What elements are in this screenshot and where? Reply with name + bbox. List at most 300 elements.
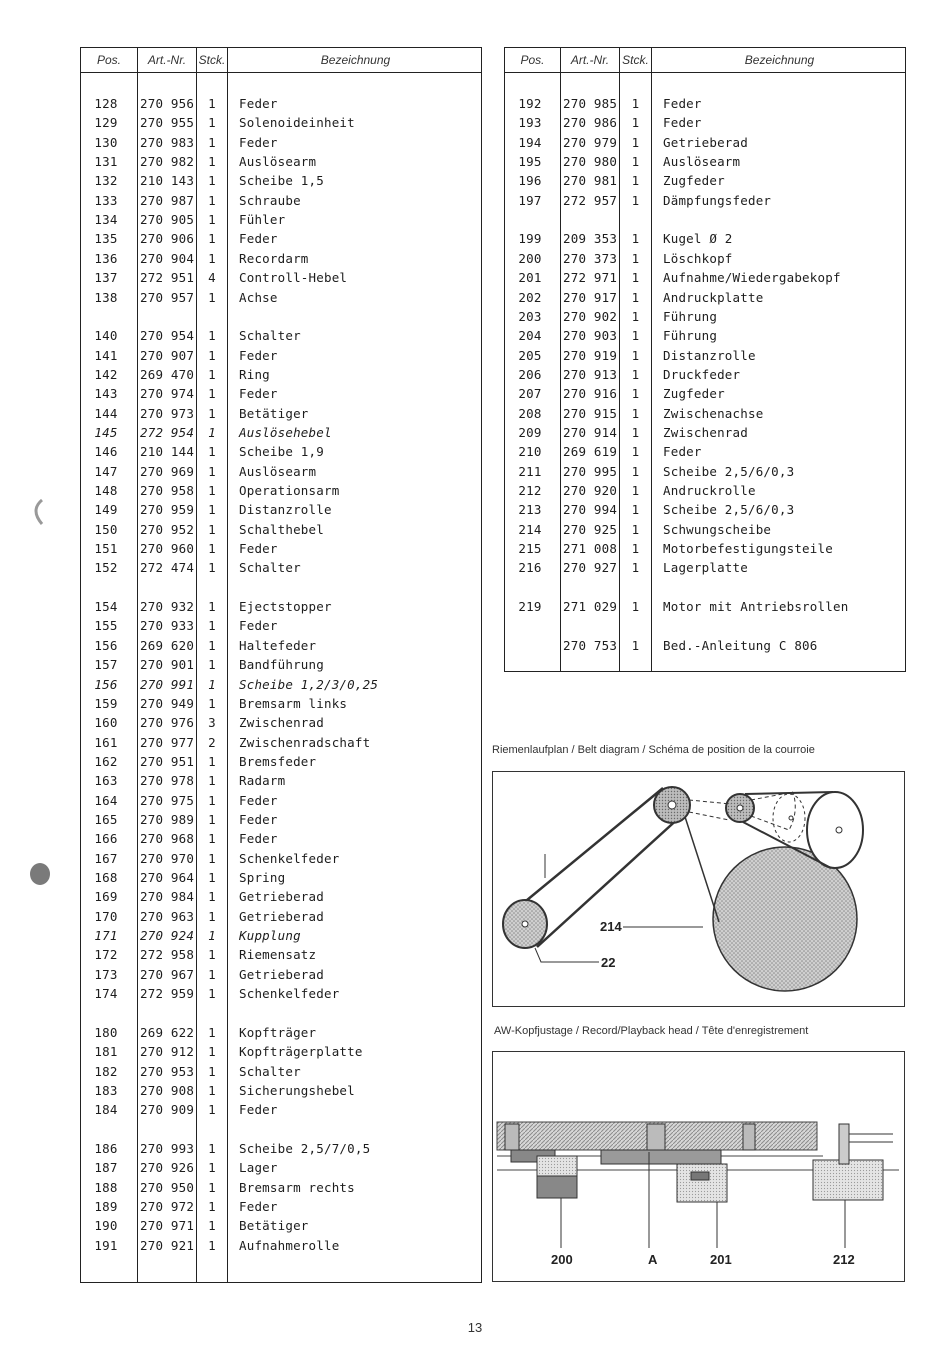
table-row [81,560,481,579]
table-row [81,909,481,928]
row-art-nr: 210 144 [140,444,195,460]
row-stck: 1 [631,270,640,286]
row-bezeichnung: Distanzrolle [239,502,332,518]
row-art-nr: 270 954 [140,328,195,344]
row-pos: 180 [94,1024,118,1040]
row-art-nr: 270 976 [140,715,195,731]
row-bezeichnung: Feder [663,444,702,460]
table-row [81,754,481,773]
row-art-nr: 270 902 [563,308,618,324]
row-bezeichnung: Zugfeder [663,173,725,189]
row-art-nr: 272 958 [140,947,195,963]
row-art-nr: 269 622 [140,1024,195,1040]
row-stck: 1 [631,463,640,479]
row-pos: 140 [94,328,118,344]
parts-table-left [80,47,482,1283]
row-bezeichnung: Zwischenrad [239,715,324,731]
row-art-nr: 270 373 [563,250,618,266]
row-pos: 146 [94,444,118,460]
row-pos: 200 [518,250,542,266]
row-art-nr: 209 353 [563,231,618,247]
label-a: A [648,1252,658,1267]
row-art-nr: 270 925 [563,521,618,537]
row-art-nr: 270 957 [140,289,195,305]
table-row [81,231,481,250]
table-row [505,270,905,289]
row-bezeichnung: Motorbefestigungsteile [663,541,833,557]
row-art-nr: 270 983 [140,134,195,150]
row-pos: 184 [94,1102,118,1118]
row-stck: 1 [208,483,216,498]
table-row [81,1064,481,1083]
row-stck: 1 [631,115,640,131]
row-stck: 1 [208,637,216,653]
table-row [81,715,481,734]
row-bezeichnung: Schalthebel [239,521,324,537]
row-stck: 1 [208,1160,216,1176]
row-bezeichnung: Feder [239,831,278,847]
row-bezeichnung: Führung [663,328,718,344]
row-art-nr: 270 979 [563,134,618,150]
table-row [81,1180,481,1199]
row-bezeichnung: Fühler [239,212,286,228]
row-stck: 1 [208,541,216,557]
row-art-nr: 270 933 [140,618,195,634]
table-row [81,270,481,289]
row-bezeichnung: Schraube [239,192,301,208]
row-pos: 195 [518,154,542,170]
row-stck: 1 [208,811,216,827]
table-row [81,425,481,444]
row-pos: 159 [94,695,118,711]
row-bezeichnung: Kupplung [239,928,301,944]
row-stck: 1 [631,424,640,440]
row-stck: 1 [208,1237,216,1253]
table-row [505,541,905,560]
row-stck: 1 [208,212,216,228]
row-stck: 1 [208,792,216,808]
row-bezeichnung: Getrieberad [239,908,324,924]
row-stck: 1 [208,947,216,963]
label-200: 200 [551,1252,573,1267]
table-row [505,522,905,541]
row-stck: 1 [208,676,216,692]
row-art-nr: 210 143 [140,173,195,189]
row-art-nr: 270 949 [140,695,195,711]
row-stck: 1 [631,250,640,266]
row-art-nr: 270 970 [140,850,195,866]
row-stck: 1 [208,154,216,170]
row-bezeichnung: Radarm [239,773,286,789]
row-pos: 131 [94,154,118,170]
row-stck: 1 [631,521,640,537]
row-stck: 1 [208,463,216,479]
row-stck: 1 [631,405,640,421]
row-bezeichnung: Schalter [239,328,301,344]
row-art-nr: 272 957 [563,192,618,208]
row-stck: 1 [208,1024,216,1040]
row-bezeichnung: Auslösearm [239,154,317,170]
table-row [81,173,481,192]
row-bezeichnung: Feder [239,231,278,247]
row-pos: 181 [94,1044,118,1060]
row-stck: 1 [208,908,216,924]
row-bezeichnung: Bremsarm links [239,695,348,711]
row-bezeichnung: Betätiger [239,405,309,421]
table-row [81,1083,481,1102]
row-pos: 152 [94,560,118,576]
row-bezeichnung: Scheibe 2,5/6/0,3 [663,463,795,479]
row-stck: 1 [631,96,640,111]
table-row [81,851,481,870]
row-stck: 1 [631,366,640,382]
row-pos: 174 [94,986,118,1002]
row-stck: 1 [208,134,216,150]
row-art-nr: 270 919 [563,347,618,363]
table-row [505,251,905,270]
row-pos: 201 [518,270,542,286]
table-row [81,367,481,386]
table-row [81,967,481,986]
row-bezeichnung: Schalter [239,1063,301,1079]
row-bezeichnung: Distanzrolle [663,347,756,363]
table-row [505,115,905,134]
row-art-nr: 270 958 [140,483,195,498]
row-art-nr: 270 924 [140,928,195,944]
row-bezeichnung: Operationsarm [239,483,340,498]
row-stck: 1 [208,173,216,189]
row-stck: 1 [631,483,640,498]
row-pos: 209 [518,424,542,440]
row-art-nr: 270 955 [140,115,195,131]
row-bezeichnung: Achse [239,289,278,305]
table-row [505,193,905,212]
belt-diagram-drawing [493,772,904,1006]
row-stck: 1 [208,1044,216,1060]
row-art-nr: 269 620 [140,637,195,653]
row-pos: 167 [94,850,118,866]
row-pos: 219 [518,599,542,615]
header-stck: Stck. [622,53,649,67]
row-art-nr: 270 991 [140,676,195,692]
row-bezeichnung: Auslösearm [663,154,741,170]
row-stck: 1 [208,1063,216,1079]
table-row [505,599,905,618]
row-bezeichnung: Ejectstopper [239,599,332,615]
row-stck: 1 [208,405,216,421]
row-pos: 151 [94,541,118,557]
table-row [505,483,905,502]
row-art-nr: 270 951 [140,753,195,769]
table-row [505,444,905,463]
row-stck: 1 [631,599,640,615]
row-stck: 4 [208,270,216,286]
row-bezeichnung: Haltefeder [239,637,317,653]
row-stck: 1 [631,541,640,557]
header-art-nr: Art.-Nr. [570,53,610,67]
table-row [505,560,905,579]
table-row [505,290,905,309]
row-pos: 212 [518,483,542,498]
row-bezeichnung: Auslösearm [239,463,317,479]
table-row [81,773,481,792]
header-bezeichnung: Bezeichnung [320,53,391,67]
table-row [505,406,905,425]
row-art-nr: 270 993 [140,1140,195,1156]
row-pos: 183 [94,1082,118,1098]
row-art-nr: 270 959 [140,502,195,518]
head-adjust-drawing [493,1052,904,1281]
row-art-nr: 269 619 [563,444,618,460]
row-stck: 1 [208,560,216,576]
table-row [81,212,481,231]
row-pos: 160 [94,715,118,731]
table-row [81,328,481,347]
row-pos: 145 [94,424,118,440]
table-row [81,541,481,560]
row-art-nr: 270 909 [140,1102,195,1118]
row-pos: 196 [518,173,542,189]
row-art-nr: 270 908 [140,1082,195,1098]
row-stck: 1 [208,289,216,305]
table-row [505,367,905,386]
table-row [81,135,481,154]
row-bezeichnung: Feder [663,115,702,131]
table-row [81,96,481,115]
row-pos: 189 [94,1198,118,1214]
label-201: 201 [710,1252,732,1267]
row-stck: 1 [208,599,216,615]
table-row [505,309,905,328]
row-pos: 199 [518,231,542,247]
table-row [81,696,481,715]
row-art-nr: 270 994 [563,502,618,518]
row-bezeichnung: Ring [239,366,270,382]
row-art-nr: 270 974 [140,386,195,402]
row-bezeichnung: Scheibe 2,5/6/0,3 [663,502,795,518]
row-pos: 130 [94,134,118,150]
row-bezeichnung: Schwungscheibe [663,521,772,537]
row-pos: 156 [94,676,118,692]
row-art-nr: 270 987 [140,192,195,208]
row-bezeichnung: Getrieberad [663,134,748,150]
row-pos: 192 [518,96,542,111]
row-bezeichnung: Getrieberad [239,889,324,905]
row-pos: 210 [518,444,542,460]
row-bezeichnung: Controll-Hebel [239,270,348,286]
row-bezeichnung: Scheibe 2,5/7/0,5 [239,1140,371,1156]
row-art-nr: 270 932 [140,599,195,615]
row-pos: 208 [518,405,542,421]
row-stck: 1 [208,618,216,634]
row-art-nr: 270 968 [140,831,195,847]
row-pos: 168 [94,870,118,885]
row-pos: 142 [94,366,118,382]
row-pos: 214 [518,521,542,537]
header-bezeichnung: Bezeichnung [744,53,815,67]
row-art-nr: 272 474 [140,560,195,576]
row-bezeichnung: Zwischenradschaft [239,734,371,750]
row-stck: 1 [208,831,216,847]
table-row [81,812,481,831]
row-bezeichnung: Feder [239,386,278,402]
row-stck: 1 [208,1082,216,1098]
table-row [505,154,905,173]
row-stck: 1 [631,173,640,189]
table-row [81,522,481,541]
row-stck: 1 [208,773,216,789]
row-pos: 144 [94,405,118,421]
row-art-nr: 270 953 [140,1063,195,1079]
row-bezeichnung: Getrieberad [239,966,324,982]
row-stck: 1 [631,386,640,402]
row-bezeichnung: Kugel Ø 2 [663,231,733,247]
row-art-nr: 270 960 [140,541,195,557]
row-bezeichnung: Schenkelfeder [239,850,340,866]
table-row [81,677,481,696]
row-pos: 134 [94,212,118,228]
row-pos: 215 [518,541,542,557]
row-bezeichnung: Feder [239,811,278,827]
row-pos: 182 [94,1063,118,1079]
row-bezeichnung: Bandführung [239,657,324,673]
row-stck: 1 [208,328,216,344]
row-stck: 1 [208,192,216,208]
table-row [505,464,905,483]
row-stck: 1 [208,870,216,885]
row-pos: 136 [94,250,118,266]
row-pos: 165 [94,811,118,827]
table-row [81,831,481,850]
row-art-nr: 270 903 [563,328,618,344]
belt-diagram [492,771,905,1007]
row-art-nr: 270 981 [563,173,618,189]
row-pos: 149 [94,502,118,518]
row-art-nr: 270 956 [140,96,195,111]
table-row [81,947,481,966]
table-row [81,483,481,502]
row-bezeichnung: Scheibe 1,5 [239,173,324,189]
table-row [81,735,481,754]
row-art-nr: 270 906 [140,231,195,247]
row-art-nr: 271 029 [563,599,618,615]
row-bezeichnung: Aufnahmerolle [239,1237,340,1253]
header-pos: Pos. [96,53,121,67]
row-pos: 162 [94,753,118,769]
row-pos: 161 [94,734,118,750]
row-art-nr: 270 914 [563,424,618,440]
row-stck: 1 [631,308,640,324]
row-stck: 1 [208,850,216,866]
row-art-nr: 270 920 [563,483,618,498]
row-art-nr: 270 978 [140,773,195,789]
row-bezeichnung: Feder [239,347,278,363]
table-row [81,464,481,483]
row-stck: 1 [631,560,640,576]
row-pos: 213 [518,502,542,518]
row-pos: 194 [518,134,542,150]
row-art-nr: 270 964 [140,870,195,885]
row-bezeichnung: Feder [239,618,278,634]
table-row [505,173,905,192]
table-row [81,1238,481,1257]
row-art-nr: 270 952 [140,521,195,537]
row-bezeichnung: Feder [239,134,278,150]
row-bezeichnung: Löschkopf [663,250,733,266]
row-stck: 1 [208,986,216,1002]
row-pos: 197 [518,192,542,208]
table-row [81,928,481,947]
table-row [81,1141,481,1160]
row-stck: 1 [631,637,640,653]
row-bezeichnung: Solenoideinheit [239,115,355,131]
row-art-nr: 272 959 [140,986,195,1002]
parts-table-right [504,47,906,672]
row-art-nr: 270 984 [140,889,195,905]
row-stck: 1 [208,502,216,518]
row-bezeichnung: Lagerplatte [663,560,748,576]
row-pos: 135 [94,231,118,247]
row-pos: 205 [518,347,542,363]
take-up-pulley [807,792,863,868]
row-stck: 1 [631,289,640,305]
row-pos: 169 [94,889,118,905]
row-pos: 193 [518,115,542,131]
row-bezeichnung: Aufnahme/Wiedergabekopf [663,270,841,286]
row-bezeichnung: Andruckrolle [663,483,756,498]
row-art-nr: 270 927 [563,560,618,576]
row-art-nr: 270 915 [563,405,618,421]
row-bezeichnung: Scheibe 1,9 [239,444,324,460]
row-stck: 1 [208,366,216,382]
row-art-nr: 270 912 [140,1044,195,1060]
row-stck: 1 [208,386,216,402]
row-pos: 166 [94,831,118,847]
table-row [81,657,481,676]
row-pos: 187 [94,1160,118,1176]
row-stck: 1 [631,444,640,460]
row-stck: 3 [208,715,216,731]
row-pos: 206 [518,366,542,382]
row-stck: 1 [208,1102,216,1118]
table-row [81,1199,481,1218]
page-number: 13 [467,1320,483,1335]
row-pos: 128 [94,96,118,111]
row-pos: 138 [94,289,118,305]
row-bezeichnung: Auslösehebel [239,424,332,440]
table-row [81,889,481,908]
table-row [505,231,905,250]
row-pos: 170 [94,908,118,924]
row-art-nr: 270 753 [563,637,618,653]
row-art-nr: 269 470 [140,366,195,382]
header-stck: Stck. [198,53,226,67]
row-bezeichnung: Lager [239,1160,278,1176]
row-art-nr: 270 980 [563,154,618,170]
row-pos: 204 [518,328,542,344]
row-pos: 156 [94,637,118,653]
row-pos: 157 [94,657,118,673]
table-row [505,425,905,444]
row-pos: 191 [94,1237,118,1253]
row-stck: 1 [208,1140,216,1156]
row-bezeichnung: Riemensatz [239,947,317,963]
row-stck: 1 [208,231,216,247]
row-pos: 129 [94,115,118,131]
row-art-nr: 270 905 [140,212,195,228]
table-row [81,638,481,657]
row-bezeichnung: Betätiger [239,1218,309,1234]
